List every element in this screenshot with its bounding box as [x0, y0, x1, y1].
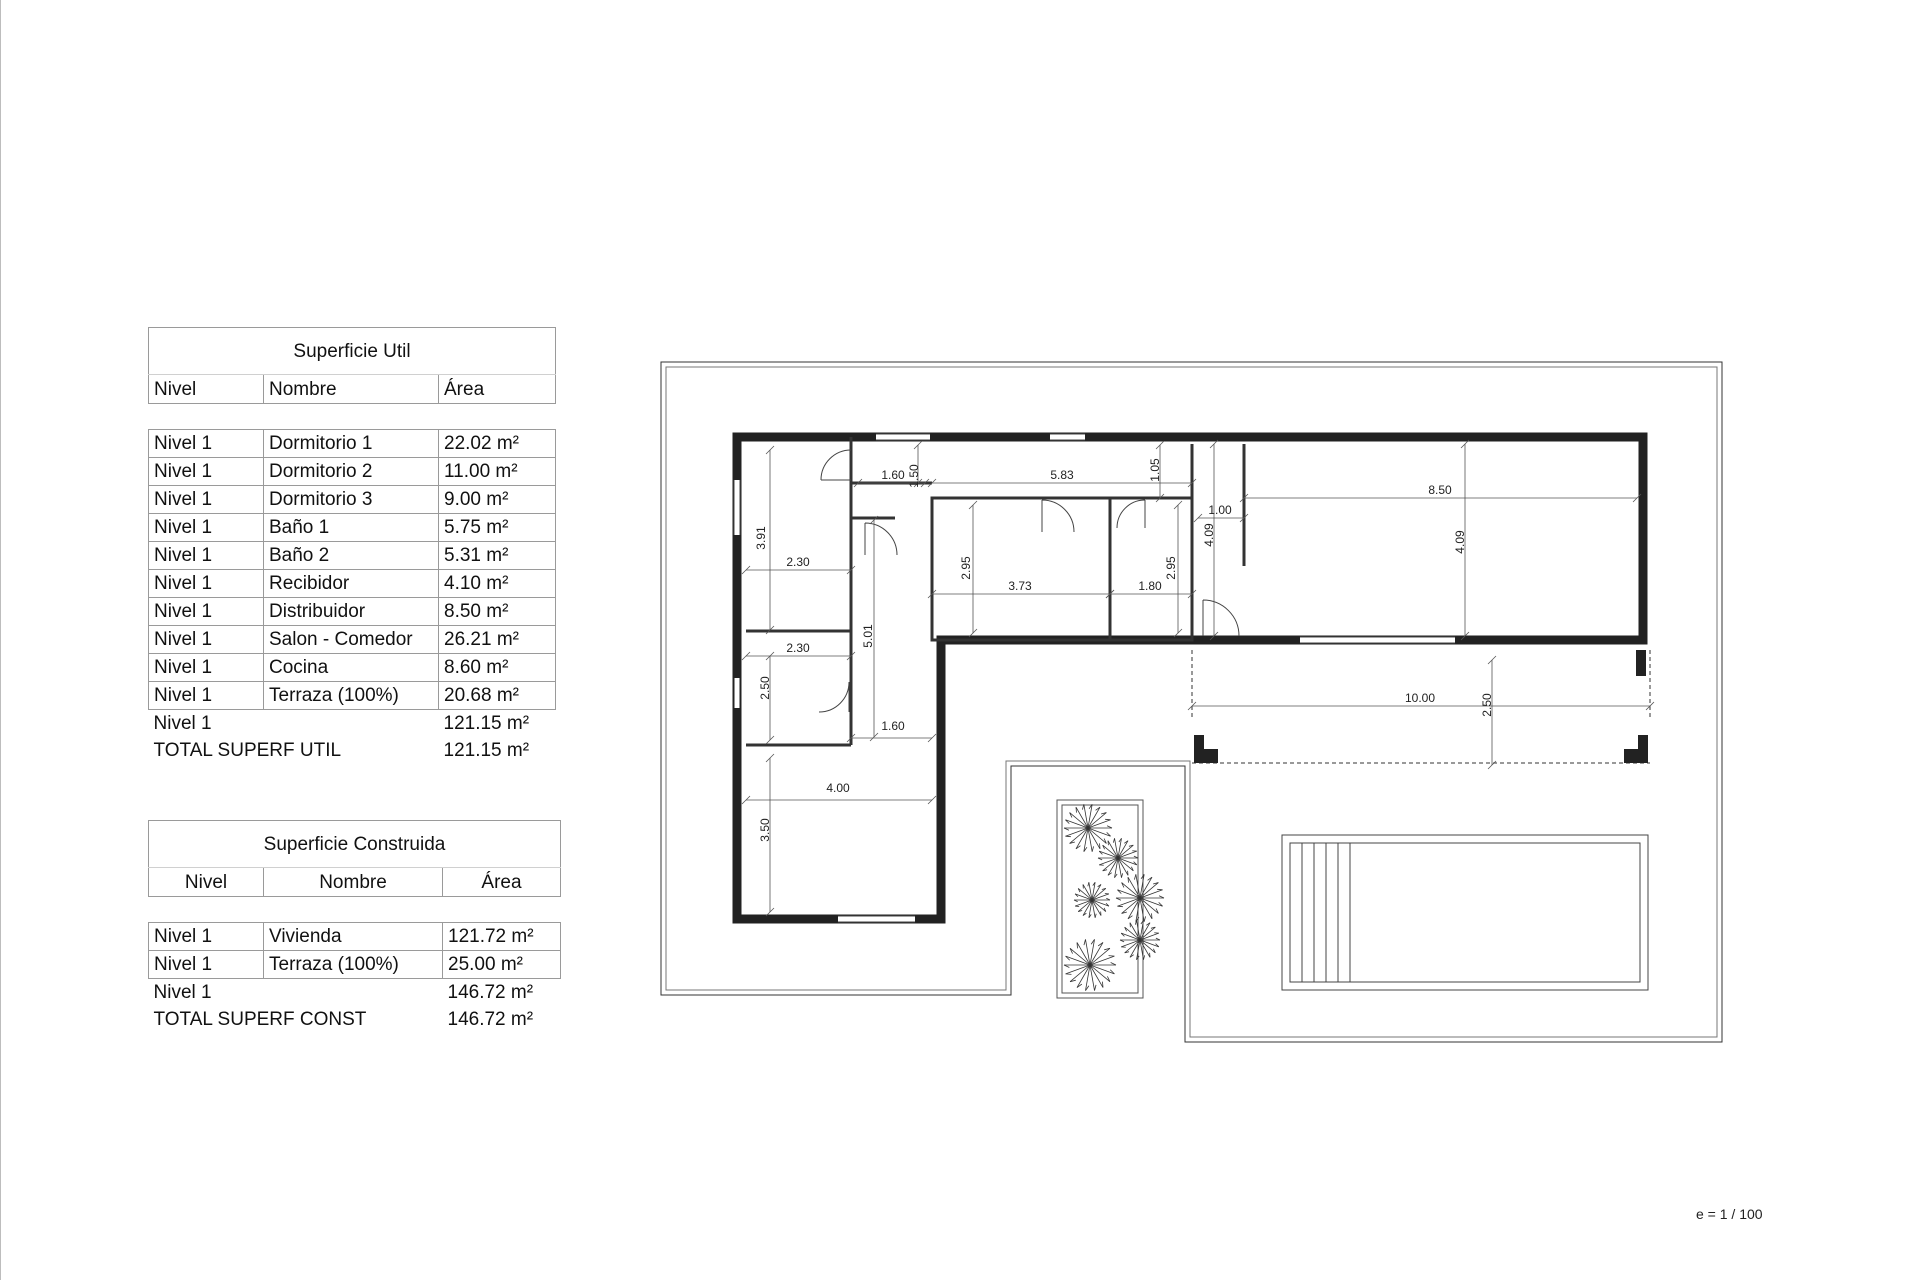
name-cell: Terraza (100%): [264, 682, 439, 710]
scale-label: e = 1 / 100: [1696, 1206, 1763, 1222]
level-cell: Nivel 1: [149, 570, 264, 598]
total-area: 121.15 m²: [443, 740, 530, 761]
dimension-label: 2.95: [1164, 556, 1178, 580]
level-cell: Nivel 1: [149, 430, 264, 458]
terrace-outline: [1192, 650, 1650, 763]
dimension-label: 8.50: [1428, 483, 1452, 497]
name-cell: Dormitorio 1: [264, 430, 439, 458]
level-cell: Nivel 1: [149, 542, 264, 570]
name-cell: Distribuidor: [264, 598, 439, 626]
area-cell: 22.02 m²: [439, 430, 556, 458]
area-cell: 9.00 m²: [439, 486, 556, 514]
subtotal-area: 121.15 m²: [443, 713, 530, 734]
palm-icon: [1064, 804, 1112, 851]
name-cell: Dormitorio 2: [264, 458, 439, 486]
dimension-label: 4.00: [826, 781, 850, 795]
area-cell: 25.00 m²: [443, 951, 561, 979]
level-cell: Nivel 1: [149, 682, 264, 710]
name-cell: Terraza (100%): [264, 951, 443, 979]
dimension-label: 5.01: [861, 624, 875, 648]
palm-icon: [1116, 874, 1164, 921]
dimension-labels: [754, 458, 1494, 842]
subtotal-area: 146.72 m²: [447, 982, 534, 1003]
name-cell: Vivienda: [264, 923, 443, 951]
area-cell: 4.10 m²: [439, 570, 556, 598]
palm-icon: [1074, 882, 1110, 917]
swimming-pool: [1282, 835, 1648, 990]
total-area: 146.72 m²: [447, 1009, 534, 1030]
name-cell: Recibidor: [264, 570, 439, 598]
dimension-label: 2.50: [1480, 693, 1494, 717]
table-title: Superficie Util: [149, 328, 556, 375]
area-cell: 26.21 m²: [439, 626, 556, 654]
dimension-label: 4.09: [1202, 523, 1216, 547]
level-cell: Nivel 1: [149, 951, 264, 979]
dimension-label: 3.91: [754, 526, 768, 550]
dimension-label: 4.09: [1453, 530, 1467, 554]
area-cell: 20.68 m²: [439, 682, 556, 710]
subtotal-level: Nivel 1: [153, 982, 212, 1003]
dimension-label: 2.30: [786, 555, 810, 569]
column-header: Área: [443, 868, 561, 897]
palm-icon: [1120, 920, 1160, 959]
dimension-label: 1.05: [1148, 458, 1162, 482]
area-cell: 5.75 m²: [439, 514, 556, 542]
palm-plants: [1064, 804, 1164, 990]
dimension-label: 1.50: [907, 464, 921, 488]
dimension-label: 3.50: [758, 818, 772, 842]
dimension-label: 1.60: [881, 468, 905, 482]
name-cell: Dormitorio 3: [264, 486, 439, 514]
dimension-label: 5.83: [1050, 468, 1074, 482]
total-label: TOTAL SUPERF UTIL: [153, 740, 342, 761]
name-cell: Cocina: [264, 654, 439, 682]
terrace-pillars: [1194, 650, 1648, 763]
palm-icon: [1064, 939, 1116, 990]
dimension-label: 2.30: [786, 641, 810, 655]
level-cell: Nivel 1: [149, 458, 264, 486]
level-cell: Nivel 1: [149, 514, 264, 542]
column-header: Nombre: [264, 375, 439, 404]
level-cell: Nivel 1: [149, 598, 264, 626]
dimension-label: 1.00: [1208, 503, 1232, 517]
level-cell: Nivel 1: [149, 654, 264, 682]
level-cell: Nivel 1: [149, 923, 264, 951]
column-header: Nivel: [149, 868, 264, 897]
window-lines: [734, 434, 1455, 922]
dimension-lines: [742, 440, 1654, 916]
area-cell: 8.60 m²: [439, 654, 556, 682]
dimension-label: 2.50: [758, 676, 772, 700]
area-cell: 11.00 m²: [439, 458, 556, 486]
dimension-label: 1.80: [1138, 579, 1162, 593]
area-cell: 8.50 m²: [439, 598, 556, 626]
column-header: Área: [439, 375, 556, 404]
dimension-label: 1.60: [881, 719, 905, 733]
dimension-label: 3.73: [1008, 579, 1032, 593]
column-header: Nivel: [149, 375, 264, 404]
name-cell: Baño 1: [264, 514, 439, 542]
dimension-label: 10.00: [1404, 691, 1436, 705]
total-label: TOTAL SUPERF CONST: [153, 1009, 367, 1030]
dimension-label: 2.95: [959, 556, 973, 580]
level-cell: Nivel 1: [149, 486, 264, 514]
name-cell: Baño 2: [264, 542, 439, 570]
level-cell: Nivel 1: [149, 626, 264, 654]
area-cell: 5.31 m²: [439, 542, 556, 570]
area-cell: 121.72 m²: [443, 923, 561, 951]
table-title: Superficie Construida: [149, 821, 561, 868]
name-cell: Salon - Comedor: [264, 626, 439, 654]
palm-icon: [1098, 838, 1138, 877]
subtotal-level: Nivel 1: [153, 713, 212, 734]
column-header: Nombre: [264, 868, 443, 897]
